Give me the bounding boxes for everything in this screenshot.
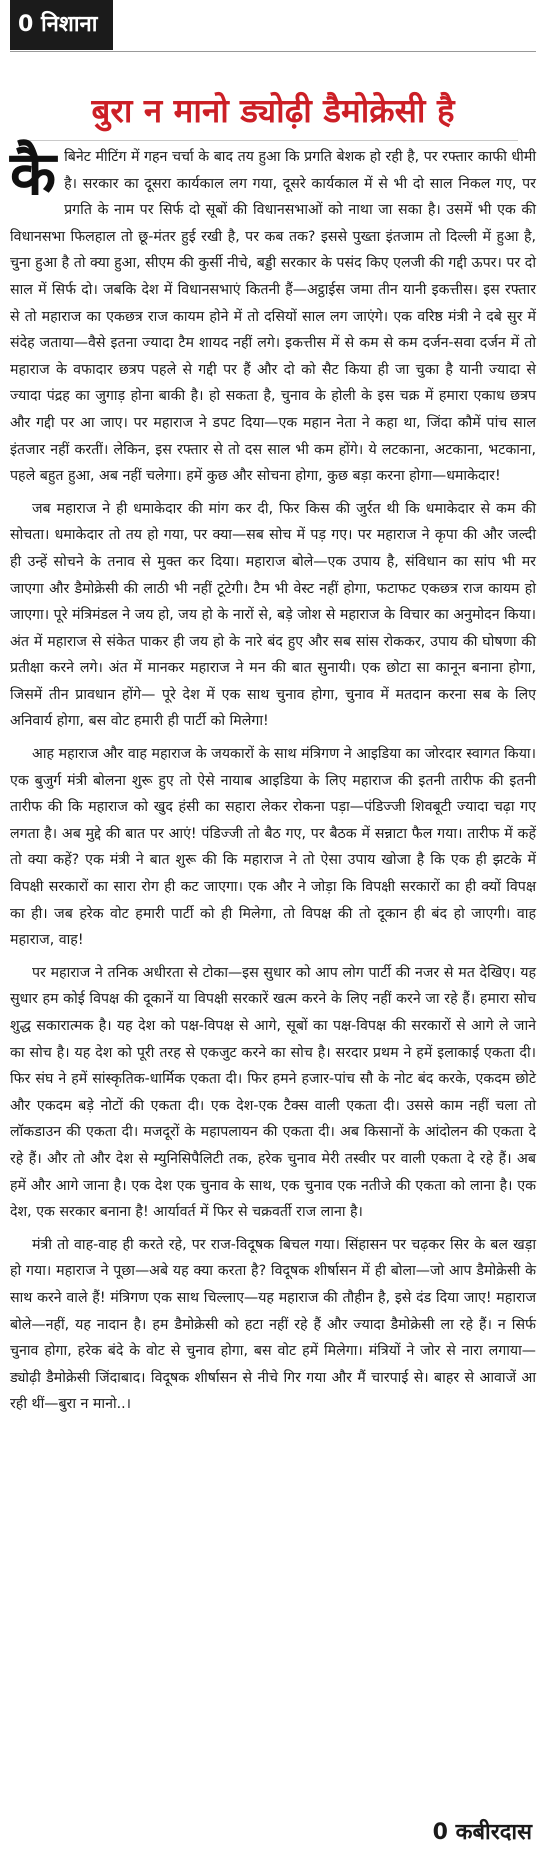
paragraph-text: बिनेट मीटिंग में गहन चर्चा के बाद तय हुआ कि प्रगति बेशक हो रही है, पर रफ्तार काफी धीमी है। सरकार का दूसरा कार्यकाल लग गया, दूसरे कार्यकाल में से भी दो साल निकल गए, पर प्रगति के नाम पर सिर्फ दो सूबों की विधानसभाओं को नाथा जा सका है। उसमें भी एक की विधानसभा फिलहाल तो छू-मंतर हुई रखी है, पर कब तक? इससे पुख्ता इंतजाम तो दिल्ली में हुआ है, चुना हुआ है तो क्या हुआ, सीएम की कुर्सी नीचे, बड्डी सरकार के पसंद किए एलजी की गद्दी ऊपर। पर दो साल में सिर्फ दो। जबकि देश में विधानसभाएं कितनी हैं—अट्ठाईस जमा तीन यानी इकत्तीस। इस रफ्तार से तो महाराज का एकछत्र राज कायम होने में तो दसियों साल लग जाएंगे। एक वरिष्ठ मंत्री ने दबे सुर में संदेह जताया—वैसे इतना ज्यादा टैम शायद नहीं लगे। इकत्तीस में से कम से कम दर्जन-सवा दर्जन में तो महाराज के वफादार छत्रप पहले से गद्दी पर हैं और दो को सैट किया ही जा चुका है यानी ज्यादा से ज्यादा पंद्रह का जुगाड़ होना बाकी है। हो सकता है, चुनाव के होली के इस चक्र में हमारा एकाध छत्रप और गद्दी पर आ जाए। पर महाराज ने डपट दिया—एक महान नेता ने कहा था, जिंदा कौमें पांच साल इंतजार नहीं करतीं। लेकिन, इस रफ्तार से तो दस साल भी कम होंगे। ये लटकाना, अटकाना, भटकाना, पहले बहुत हुआ, अब नहीं चलेगा। हमें कुछ और सोचना होगा, कुछ बड़ा करना होगा—धमाकेदार! (10, 149, 536, 485)
paragraph: मंत्री तो वाह-वाह ही करते रहे, पर राज-विदूषक बिचल गया। सिंहासन पर चढ़कर सिर के बल खड़ा हो गया। महाराज ने पूछा—अबे यह क्या करता है? विदूषक शीर्षासन में ही बोला—जो आप डैमोक्रेसी के साथ करने वाले हैं! मंत्रिगण एक साथ चिल्लाए—यह महाराज की तौहीन है, इसे दंड दिया जाए! महाराज बोले—नहीं, यह नादान है। हम डैमोक्रेसी को हटा नहीं रहे हैं और ज्यादा डैमोक्रेसी ला रहे हैं। न सिर्फ चुनाव होगा, हरेक बंदे के वोट से चुनाव होगा, बस वोट हमें मिलेगा। मंत्रियों ने जोर से नारा लगाया—ड्योढ़ी डैमोक्रेसी जिंदाबाद। विदूषक शीर्षासन से नीचे गिर गया और मैं चारपाई से। बाहर से आवाजें आ रही थीं—बुरा न मानो..। (10, 1236, 536, 1413)
paragraph: पर महाराज ने तनिक अधीरता से टोका—इस सुधार को आप लोग पार्टी की नजर से मत देखिए। यह सुधार हम कोई विपक्ष की दूकानें या विपक्षी सरकारें खत्म करने के लिए नहीं करने जा रहे हैं। हमारा सोच शुद्ध सकारात्मक है। यह देश को पक्ष-विपक्ष से आगे, सूबों का पक्ष-विपक्ष की सरकारों से आगे ले जाने का सोच है। यह देश को पूरी तरह से एकजुट करने का सोच है। सरदार प्रथम ने हमें इलाकाई एकता दी। फिर संघ ने हमें सांस्कृतिक-धार्मिक एकता दी। फिर हमने हजार-पांच सौ के नोट बंद करके, एकदम छोटे और एकदम बड़े नोटों की एकता दी। एक देश-एक टैक्स वाली एकता दी। उससे काम नहीं चला तो लॉकडाउन की एकता दी। मजदूरों के महापलायन की एकता दी। अब किसानों के आंदोलन की एकता दे रहे हैं। और तो और देश से म्युनिसिपैलिटी तक, हरेक चुनाव मेरी तस्वीर पर वाली एकता दे रहे हैं। अब हमें और आगे जाना है। एक देश एक चुनाव के साथ, एक चुनाव एक नतीजे की एकता को लाना है। एक देश, एक सरकार बनाना है! आर्यावर्त में फिर से चक्रवर्ती राज लाना है। (10, 964, 536, 1221)
newspaper-column (10, 0, 536, 1860)
column-tag: 0 निशाना (10, 0, 113, 50)
drop-cap: कै (10, 139, 57, 209)
paragraph (10, 139, 536, 490)
byline: 0 कबीरदास (432, 1820, 532, 1845)
headline-divider (28, 140, 518, 141)
tag-divider (10, 51, 536, 52)
article-body (10, 139, 536, 1418)
paragraph: आह महाराज और वाह महाराज के जयकारों के साथ मंत्रिगण ने आइडिया का जोरदार स्वागत किया। एक बुजुर्ग मंत्री बोलना शुरू हुए तो ऐसे नायाब आइडिया के लिए महाराज की इतनी तारीफ की इतनी तारीफ की कि महाराज को खुद हंसी का सहारा लेकर रोकना पड़ा—पंडिज्जी शिवबूटी ज्यादा चढ़ा गए लगता है। अब मुद्दे की बात पर आएं! पंडिज्जी तो बैठ गए, पर बैठक में सन्नाटा फैल गया। तारीफ में कहें तो क्या कहें? एक मंत्री ने बात शुरू की कि महाराज ने तो ऐसा उपाय खोजा है कि एक ही झटके में विपक्षी सरकारों का सारा रोग ही कट जाएगा। एक और ने जोड़ा कि विपक्षी सरकारों का ही क्यों विपक्ष का ही। जब हरेक वोट हमारी पार्टी को ही मिलेगा, तो विपक्ष की तो दूकान ही बंद हो जाएगी। वाह महाराज, वाह! (10, 746, 536, 949)
headline: बुरा न मानो ड्योढ़ी डैमोक्रेसी है (91, 91, 455, 130)
paragraph: जब महाराज ने ही धमाकेदार की मांग कर दी, फिर किस की जुर्रत थी कि धमाकेदार से कम की सोचता। धमाकेदार तो तय हो गया, पर क्या—सब सोच में पड़ गए। पर महाराज ने कृपा की और जल्दी ही उन्हें सोचने के तनाव से मुक्त कर दिया। महाराज बोले—एक उपाय है, संविधान का सांप भी मर जाएगा और डैमोक्रेसी की लाठी भी नहीं टूटेगी। टैम भी वेस्ट नहीं होगा, फटाफट एकछत्र राज कायम हो जाएगा। पूरे मंत्रिमंडल ने जय हो, जय हो के नारों से, बड़े जोश से महाराज के विचार का अनुमोदन किया। अंत में महाराज से संकेत पाकर ही जय हो के नारे बंद हुए और सब सांस रोककर, उपाय की घोषणा की प्रतीक्षा करने लगे। अंत में मानकर महाराज ने मन की बात सुनायी। एक छोटा सा कानून बनाना होगा, जिसमें तीन प्रावधान होंगे— पूरे देश में एक साथ चुनाव होगा, चुनाव में मतदान करना सब के लिए अनिवार्य होगा, बस वोट हमारी ही पार्टी को मिलेगा! (10, 500, 536, 730)
